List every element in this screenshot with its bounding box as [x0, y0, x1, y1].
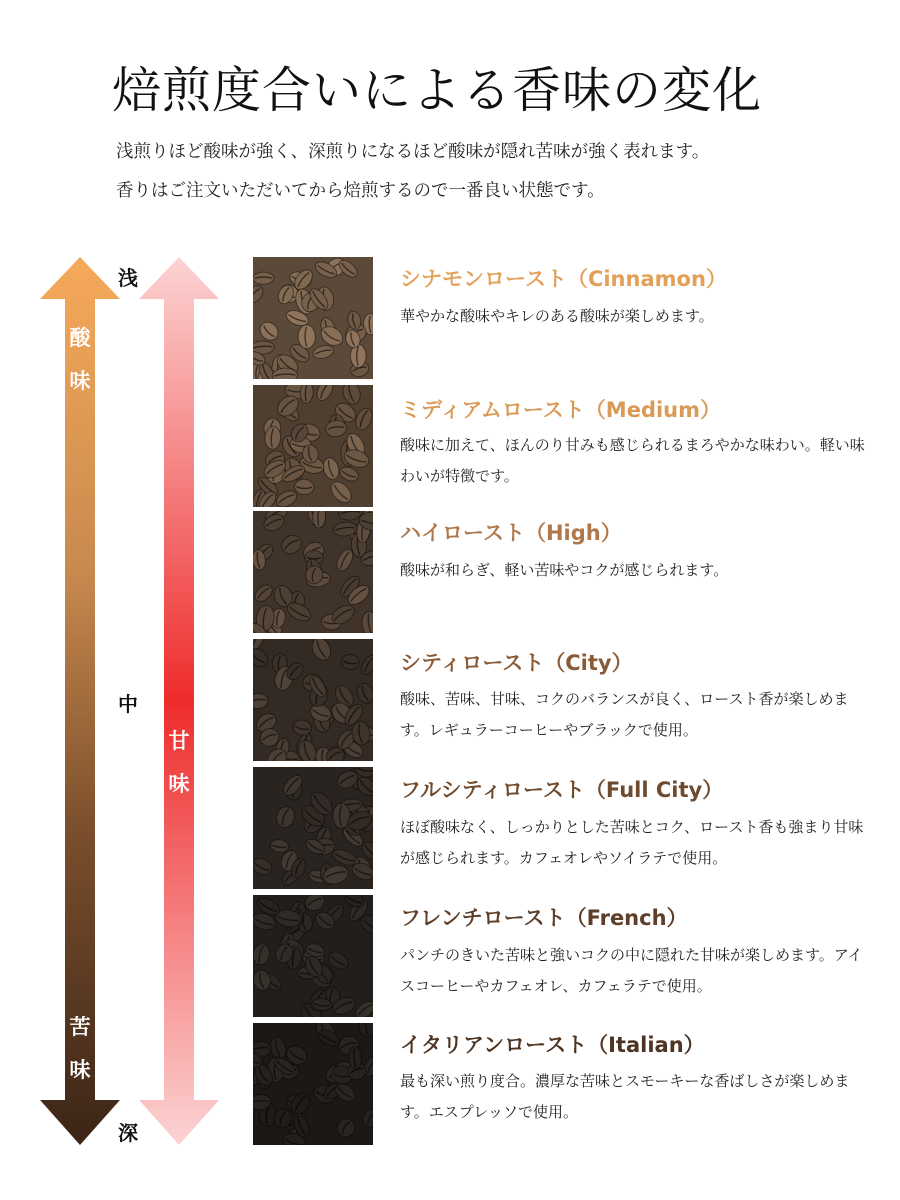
bean-photo-italian	[253, 1023, 373, 1145]
roast-desc-medium: 酸味に加えて、ほんのり甘みも感じられるまろやかな味わい。軽い味わいが特徴です。	[400, 436, 865, 485]
roast-desc-cinnamon: 華やかな酸味やキレのある酸味が楽しめます。	[400, 307, 714, 325]
bean-photo-medium	[253, 385, 373, 507]
roast-name-cinnamon: シナモンロースト（Cinnamon）	[400, 267, 727, 291]
scale-top-label: 浅	[118, 266, 138, 290]
roast-desc-city: 酸味、苦味、甘味、コクのバランスが良く、ロースト香が楽しめます。レギュラーコーヒーやブラックで使用。	[400, 690, 849, 739]
roast-desc-italian: 最も深い煎り度合。濃厚な苦味とスモーキーな香ばしさが楽しめます。エスプレッソで使用。	[400, 1072, 850, 1121]
intro-line-2: 香りはご注文いただいてから焙煎するので一番良い状態です。	[116, 181, 605, 201]
bean-photo-full-city	[253, 767, 373, 889]
bitterness-label: 苦 味	[69, 1015, 91, 1082]
page-title: 焙煎度合いによる香味の変化	[112, 62, 763, 119]
roast-desc-french: パンチのきいた苦味と強いコクの中に隠れた甘味が楽しめます。アイスコーヒーやカフェオレ、カフェラテで使用。	[400, 946, 863, 995]
intro-line-1: 浅煎りほど酸味が強く、深煎りになるほど酸味が隠れ苦味が強く表れます。	[116, 142, 710, 162]
roast-desc-high: 酸味が和らぎ、軽い苦味やコクが感じられます。	[400, 561, 729, 579]
acidity-label: 酸 味	[69, 326, 91, 393]
roast-name-high: ハイロースト（High）	[400, 521, 622, 545]
scale-bottom-label: 深	[118, 1121, 138, 1145]
bean-photo-high	[253, 511, 373, 633]
roast-name-city: シティロースト（City）	[400, 651, 633, 675]
roast-name-full-city: フルシティロースト（Full City）	[400, 778, 724, 802]
roast-desc-full-city: ほぼ酸味なく、しっかりとした苦味とコク、ロースト香も強まり甘味が感じられます。カフェオレやソイラテで使用。	[400, 818, 864, 867]
sweetness-arrow	[139, 257, 219, 1145]
scale-middle-label: 中	[118, 692, 138, 716]
roast-name-medium: ミディアムロースト（Medium）	[400, 398, 722, 422]
roast-scale-arrows	[0, 0, 240, 1200]
bean-photo-french	[253, 895, 373, 1017]
roast-name-italian: イタリアンロースト（Italian）	[400, 1033, 705, 1057]
bean-photo-city	[253, 639, 373, 761]
bean-photo-cinnamon	[253, 257, 373, 379]
roast-name-french: フレンチロースト（French）	[400, 906, 688, 930]
sweetness-label: 甘 味	[168, 729, 190, 796]
